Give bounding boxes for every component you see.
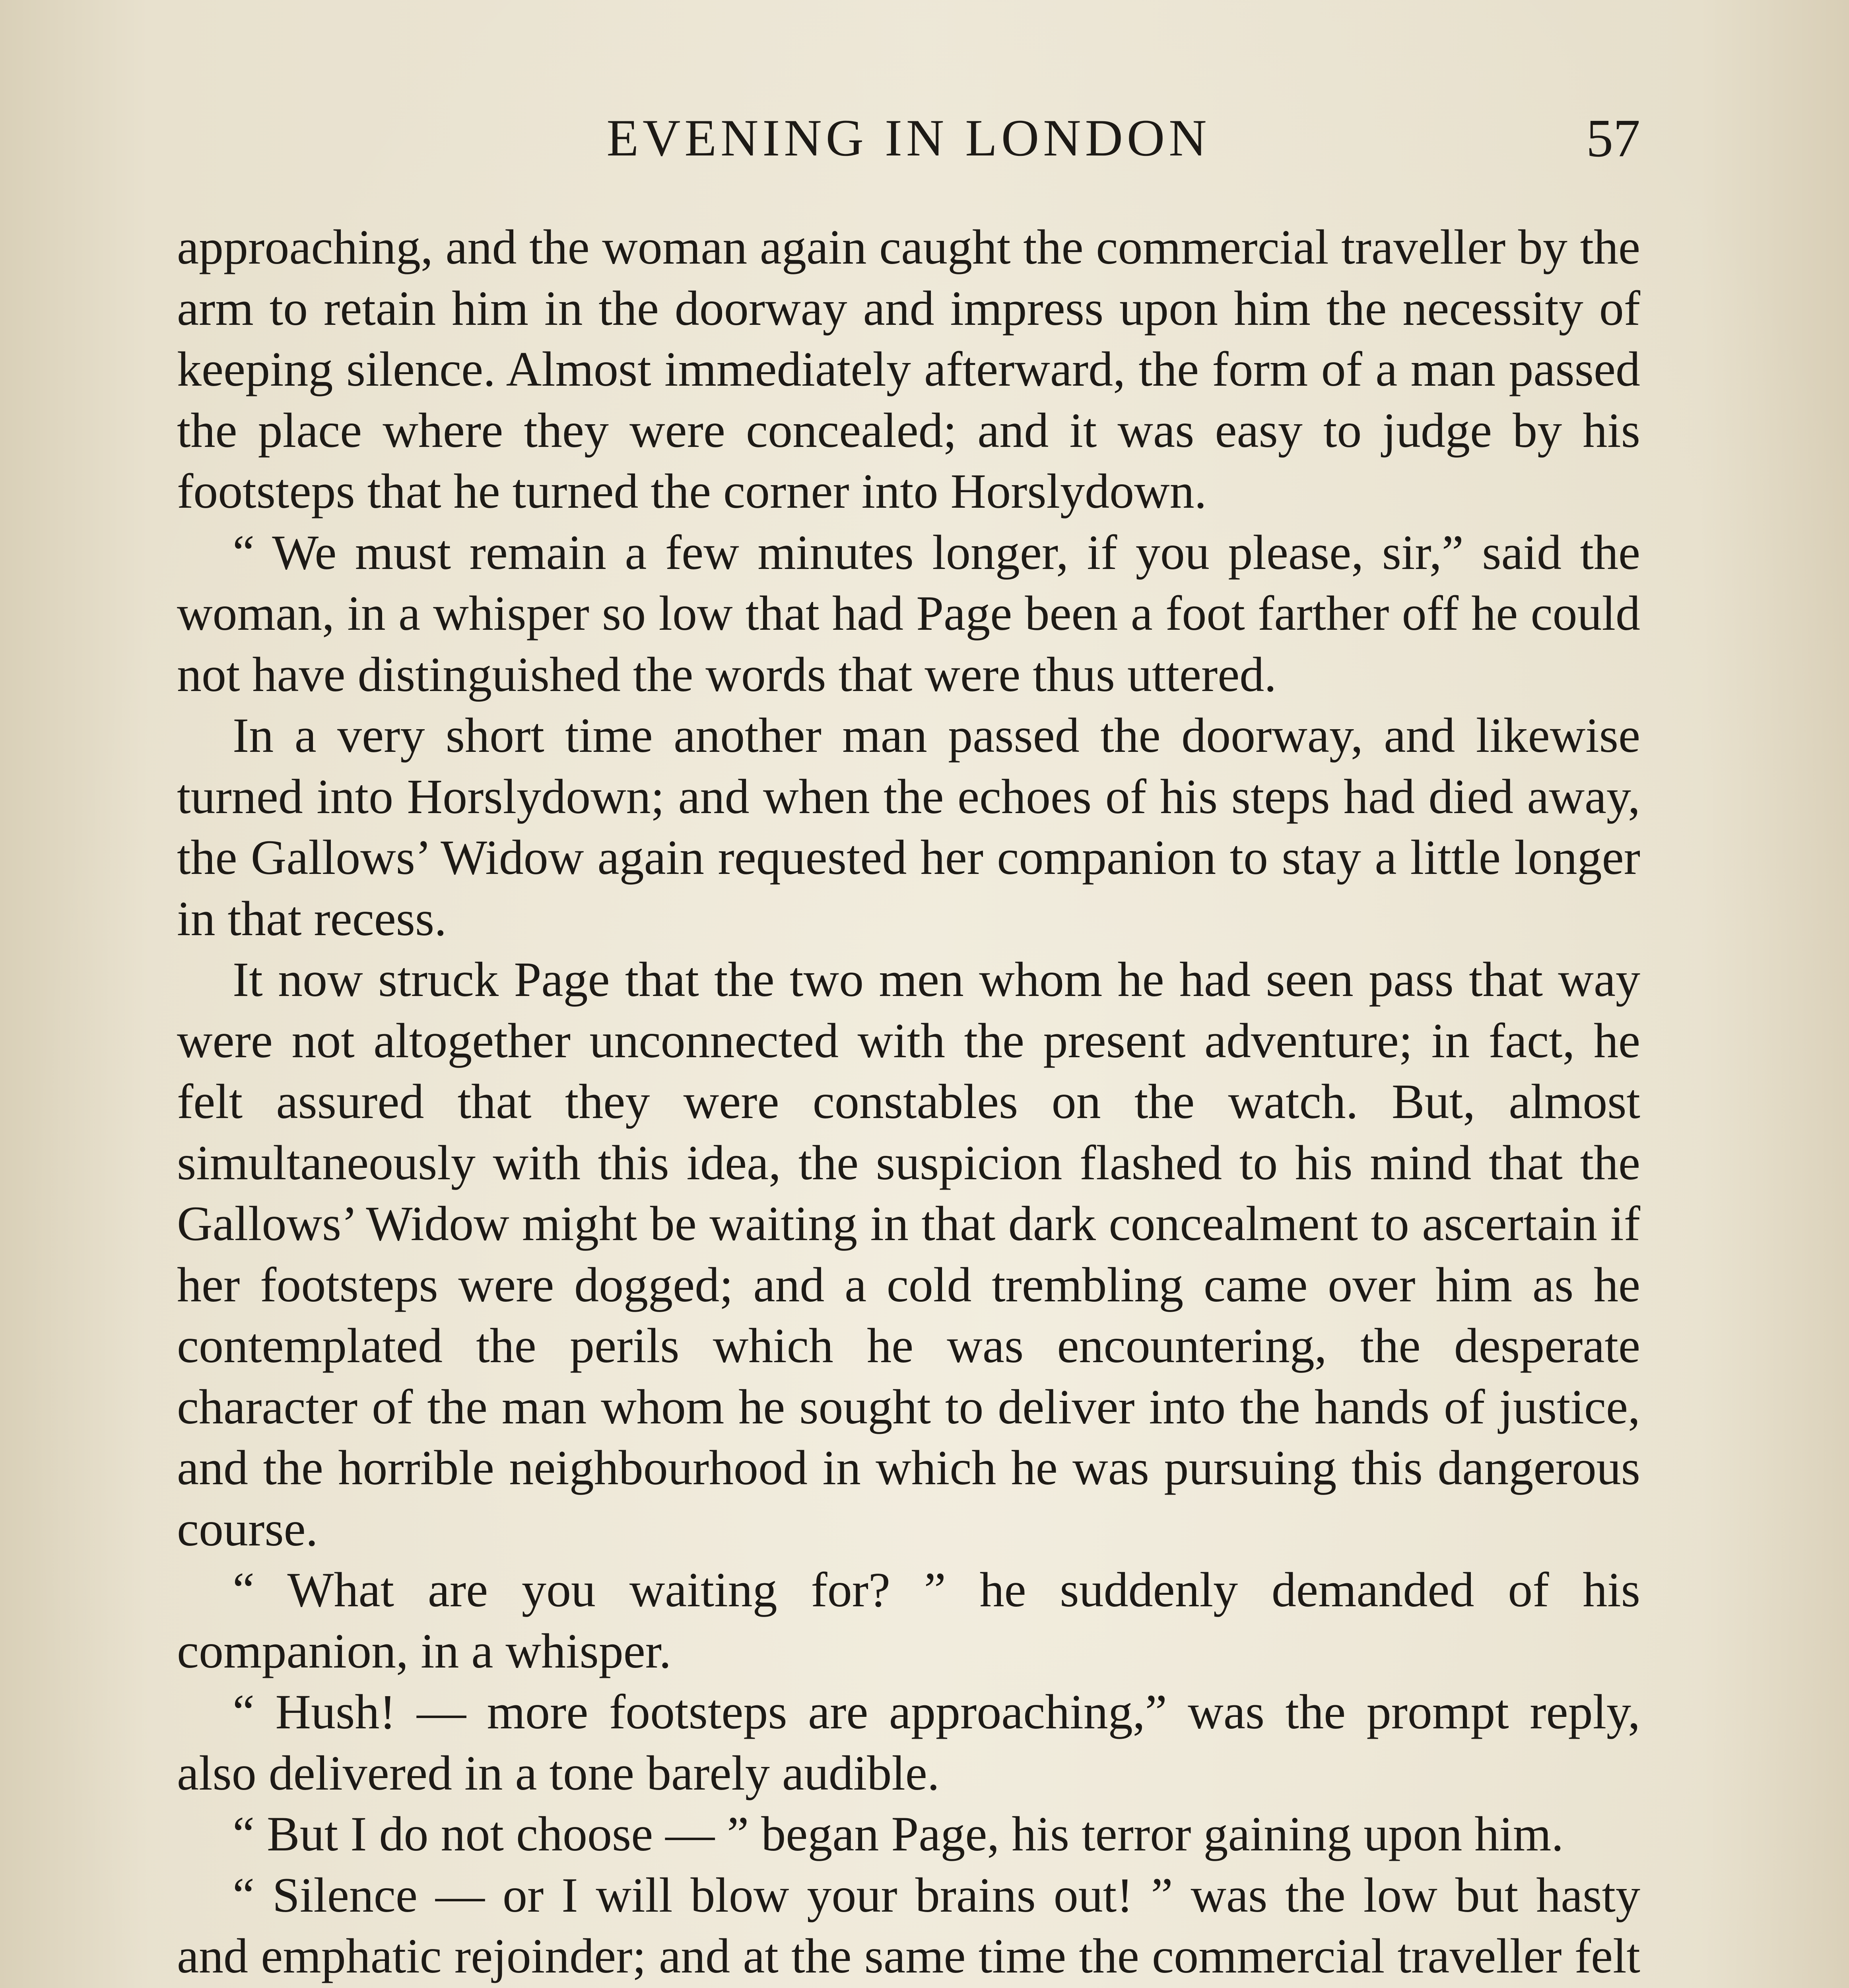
running-head: EVENING IN LONDON <box>606 109 1211 167</box>
paragraph: “ What are you waiting for? ” he suddenly demanded of his companion, in a whisper. <box>177 1563 1640 1678</box>
paragraph: It now struck Page that the two men whom he had seen pass that way were not altogether unconnected with the present adventure; in fact, he felt assured that they were constables on the watch. But, almost simultaneously with this idea, the suspicion flashed to his mind that the Gallows’ Widow might be waiting in that dark concealment to ascertain if her footsteps were dogged; and a cold trembling came over him as he contemplated the perils which he was encountering, the desperate character of the man whom he sought to deliver into the hands of justice, and the horrible neighbourhood in which he was pursuing this dangerous course. <box>177 952 1640 1556</box>
paragraph: “ Silence — or I will blow your brains out! ” was the low but hasty and emphatic rejoinder; and at the same time the commercial traveller felt <box>177 1868 1640 1983</box>
page-number: 57 <box>1586 109 1640 168</box>
body-text <box>177 217 1640 1988</box>
paragraph: “ But I do not choose — ” began Page, his terror gaining upon him. <box>233 1807 1564 1861</box>
page-header <box>177 107 1640 179</box>
paragraph: “ We must remain a few minutes longer, if you please, sir,” said the woman, in a whisper so low that had Page been a foot farther off he could not have distinguished the words that were thus uttered. <box>177 525 1640 702</box>
paragraph: “ Hush! — more footsteps are approaching,” was the prompt reply, also delivered in a tone barely audible. <box>177 1685 1640 1800</box>
paragraph: In a very short time another man passed the doorway, and likewise turned into Horslydown; and when the echoes of his steps had died away, the Gallows’ Widow again requested her companion to stay a little longer in that recess. <box>177 708 1640 946</box>
paragraph: approaching, and the woman again caught the commercial traveller by the arm to retain him in the doorway and impress upon him the necessity of keeping silence. Almost immediately afterward, the form of a man passed the place where they were concealed; and it was easy to judge by his footsteps that he turned the corner into Horslydown. <box>177 220 1640 518</box>
